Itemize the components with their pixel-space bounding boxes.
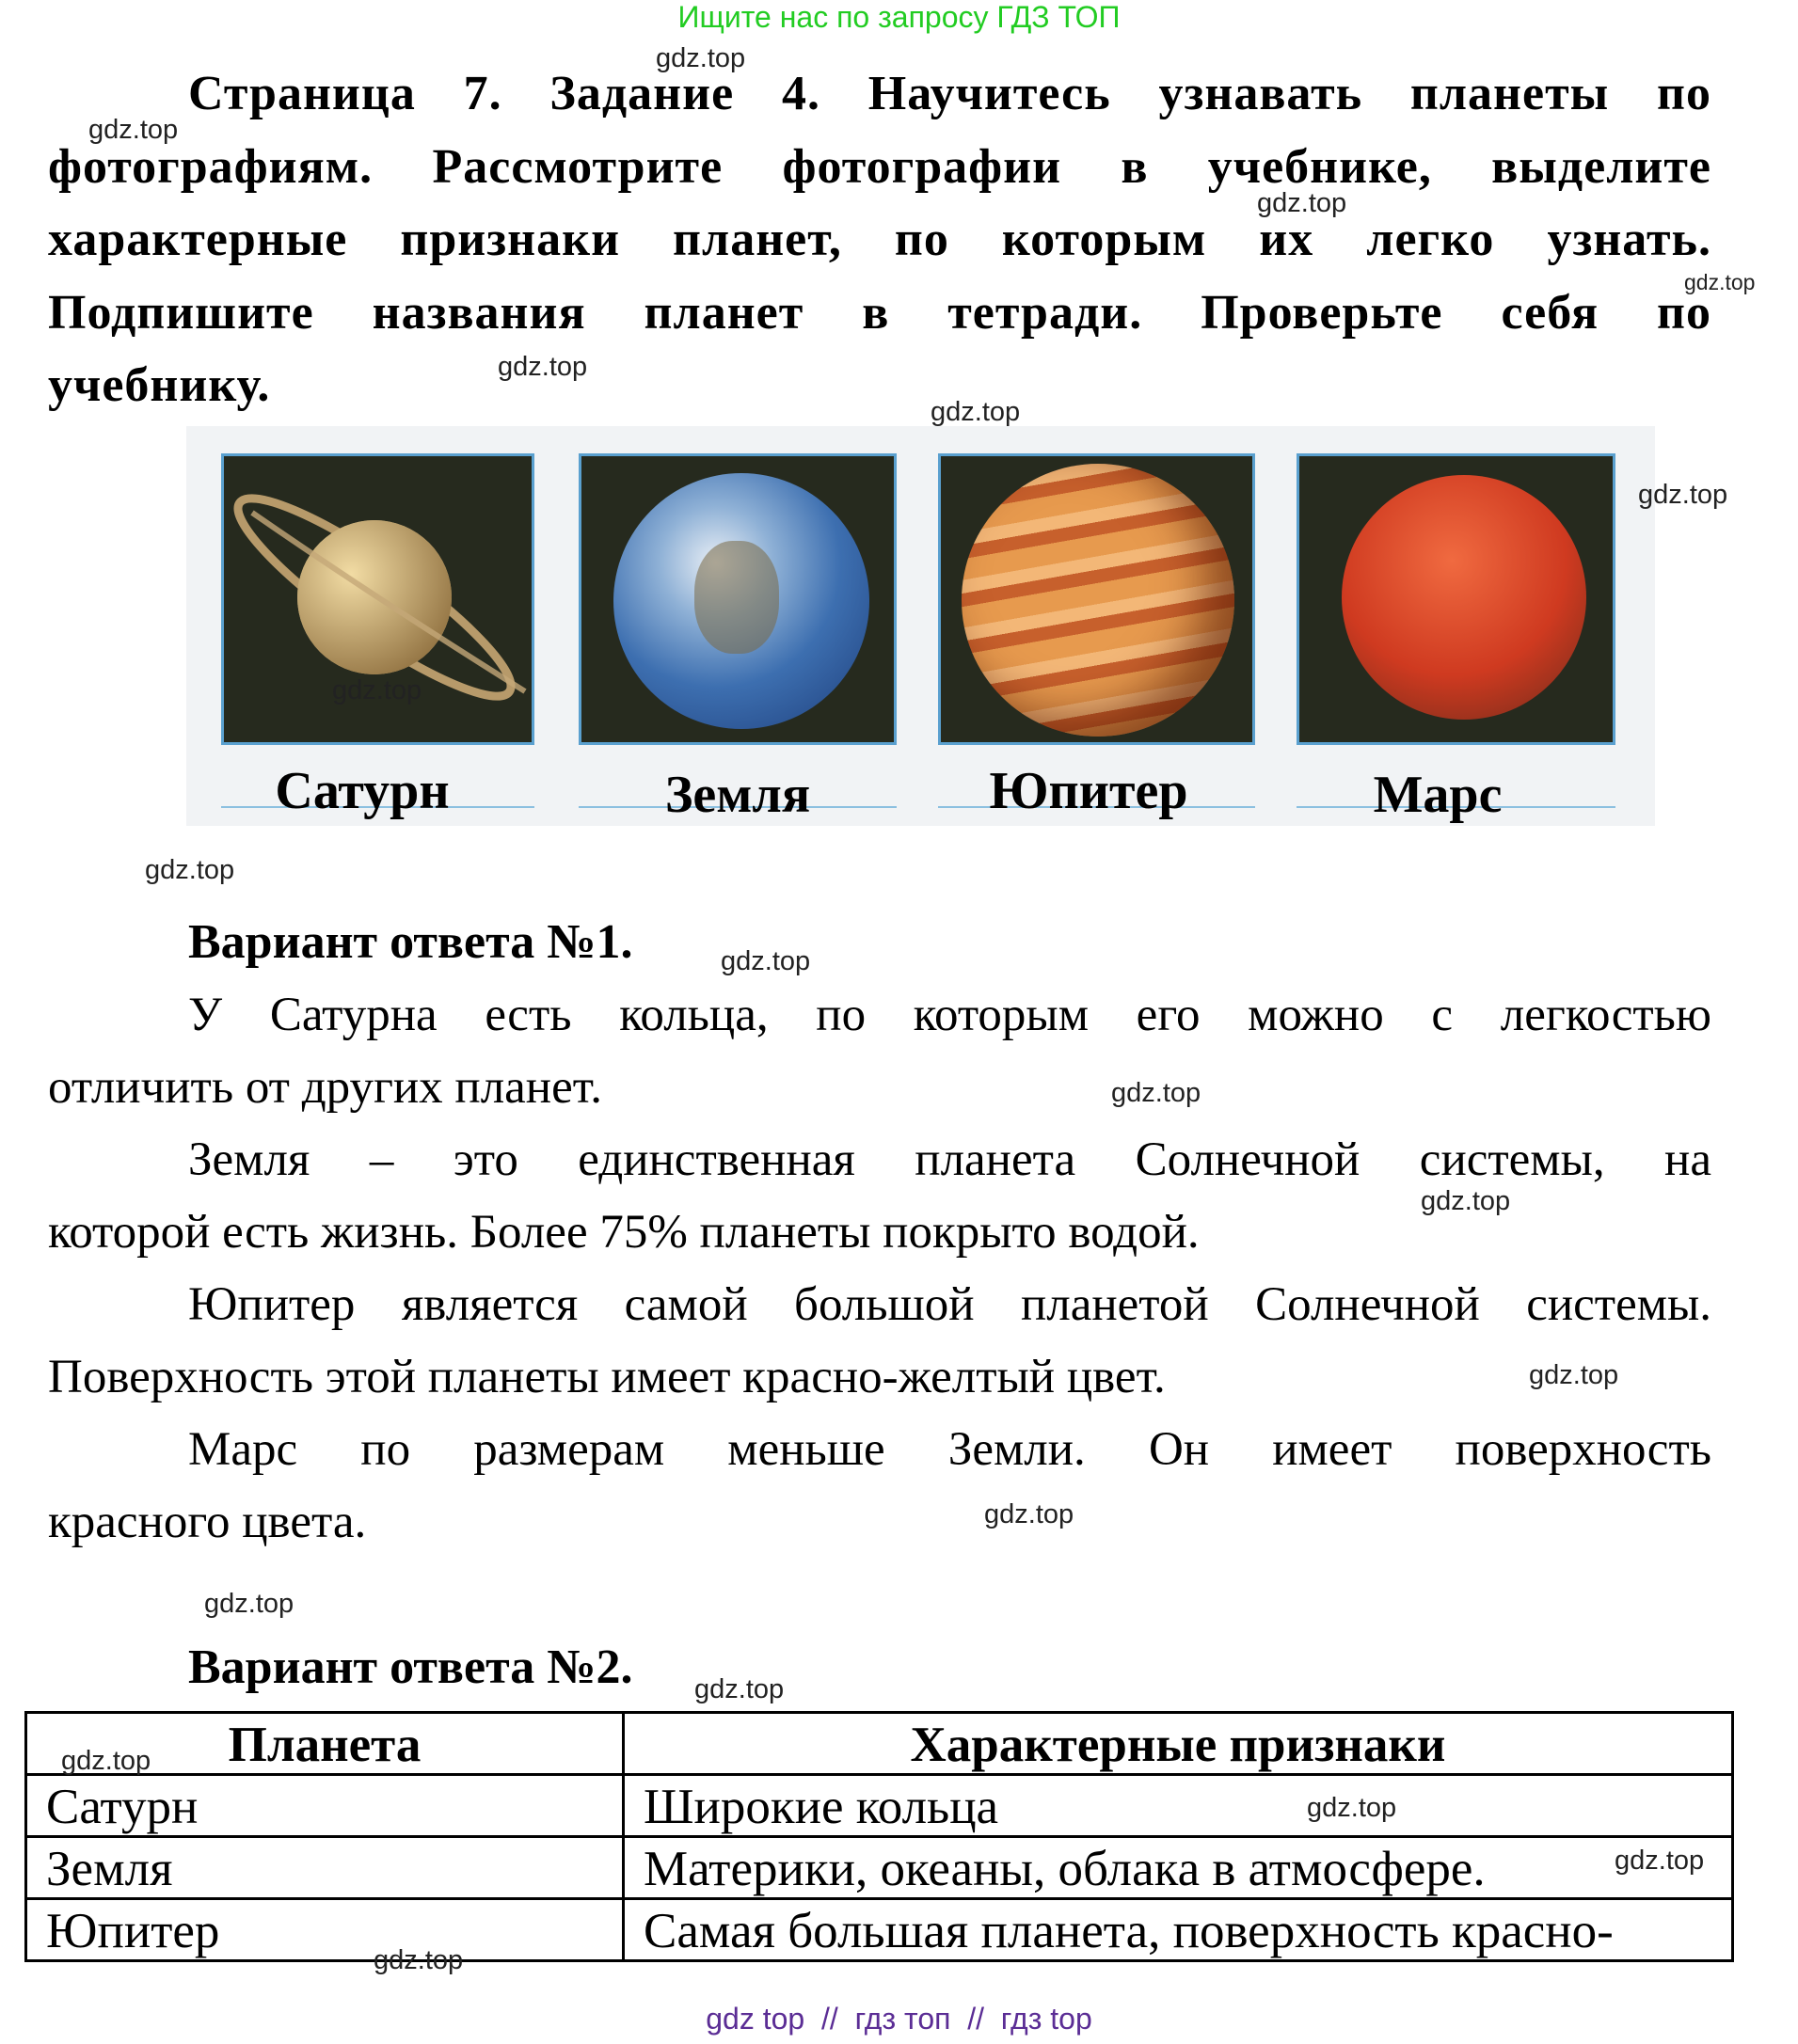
task-line: учебнику.: [48, 358, 271, 412]
watermark: gdz.top: [204, 1589, 294, 1619]
watermark: gdz.top: [1307, 1793, 1397, 1823]
answer-line: Поверхность этой планеты имеет красно-желтый цвет.: [48, 1351, 1166, 1403]
planet-features-table: [24, 1711, 1734, 1962]
feature-cell: Самая большая планета, поверхность красно-: [624, 1899, 1733, 1961]
saturn-label: Сатурн: [275, 762, 450, 820]
answer-line: У Сатурна есть кольца, по которым его можно с легкостью: [188, 989, 1711, 1041]
watermark: gdz.top: [374, 1945, 464, 1975]
earth-label: Земля: [664, 766, 811, 824]
variant2-heading: Вариант ответа №2.: [188, 1640, 633, 1694]
task-line: фотографиям. Рассмотрите фотографии в учебнике, выделите: [48, 140, 1711, 194]
planet-cell: Сатурн: [26, 1775, 624, 1837]
earth-photo: [579, 453, 897, 745]
jupiter-label: Юпитер: [989, 762, 1188, 820]
watermark: gdz.top: [656, 43, 746, 73]
search-banner[interactable]: Ищите нас по запросу ГДЗ ТОП: [677, 0, 1121, 34]
watermark: gdz.top: [1421, 1186, 1511, 1216]
watermark: gdz.top: [1615, 1846, 1705, 1876]
watermark: gdz.top: [931, 397, 1021, 427]
jupiter-photo: [938, 453, 1255, 745]
watermark: gdz.top: [1529, 1360, 1619, 1390]
watermark: gdz.top: [145, 855, 235, 885]
table-row: [26, 1899, 1733, 1961]
table-row: [26, 1775, 1733, 1837]
watermark: gdz.top: [61, 1746, 151, 1776]
task-line: Страница 7. Задание 4. Научитесь узнавать планеты по: [188, 67, 1711, 120]
watermark: gdz.top: [332, 675, 422, 705]
watermark: gdz.top: [1684, 270, 1756, 294]
variant1-heading: Вариант ответа №1.: [188, 915, 633, 969]
answer-line: отличить от других планет.: [48, 1061, 602, 1114]
table-row: [26, 1837, 1733, 1899]
feature-cell: Широкие кольца: [624, 1775, 1733, 1837]
mars-label: Марс: [1373, 766, 1503, 824]
answer-line: которой есть жизнь. Более 75% планеты покрыто водой.: [48, 1206, 1200, 1259]
watermark: gdz.top: [694, 1674, 785, 1704]
watermark: gdz.top: [984, 1499, 1074, 1529]
watermark: gdz.top: [498, 352, 588, 382]
task-line: Подпишите названия планет в тетради. Проверьте себя по: [48, 286, 1711, 340]
mars-photo: [1297, 453, 1615, 745]
answer-line: Земля – это единственная планета Солнечной системы, на: [188, 1133, 1711, 1186]
column-header: Характерные признаки: [624, 1713, 1733, 1775]
answer-line: красного цвета.: [48, 1496, 367, 1548]
answer-line: Марс по размерам меньше Земли. Он имеет поверхность: [188, 1423, 1711, 1476]
table-header-row: [26, 1713, 1733, 1775]
planet-photos: [186, 426, 1655, 826]
watermark: gdz.top: [1257, 188, 1347, 218]
column-header: Планета: [26, 1713, 624, 1775]
feature-cell: Материки, океаны, облака в атмосфере.: [624, 1837, 1733, 1899]
answer-line: Юпитер является самой большой планетой Солнечной системы.: [188, 1278, 1711, 1331]
watermark: gdz.top: [1638, 480, 1728, 510]
planet-cell: Юпитер: [26, 1899, 624, 1961]
task-line: характерные признаки планет, по которым их легко узнать.: [48, 213, 1711, 266]
watermark: gdz.top: [721, 946, 811, 976]
planet-cell: Земля: [26, 1837, 624, 1899]
watermark: gdz.top: [1111, 1078, 1201, 1108]
footer-links[interactable]: gdz top // гдз топ // гдз top: [706, 2002, 1092, 2036]
watermark: gdz.top: [88, 115, 179, 145]
